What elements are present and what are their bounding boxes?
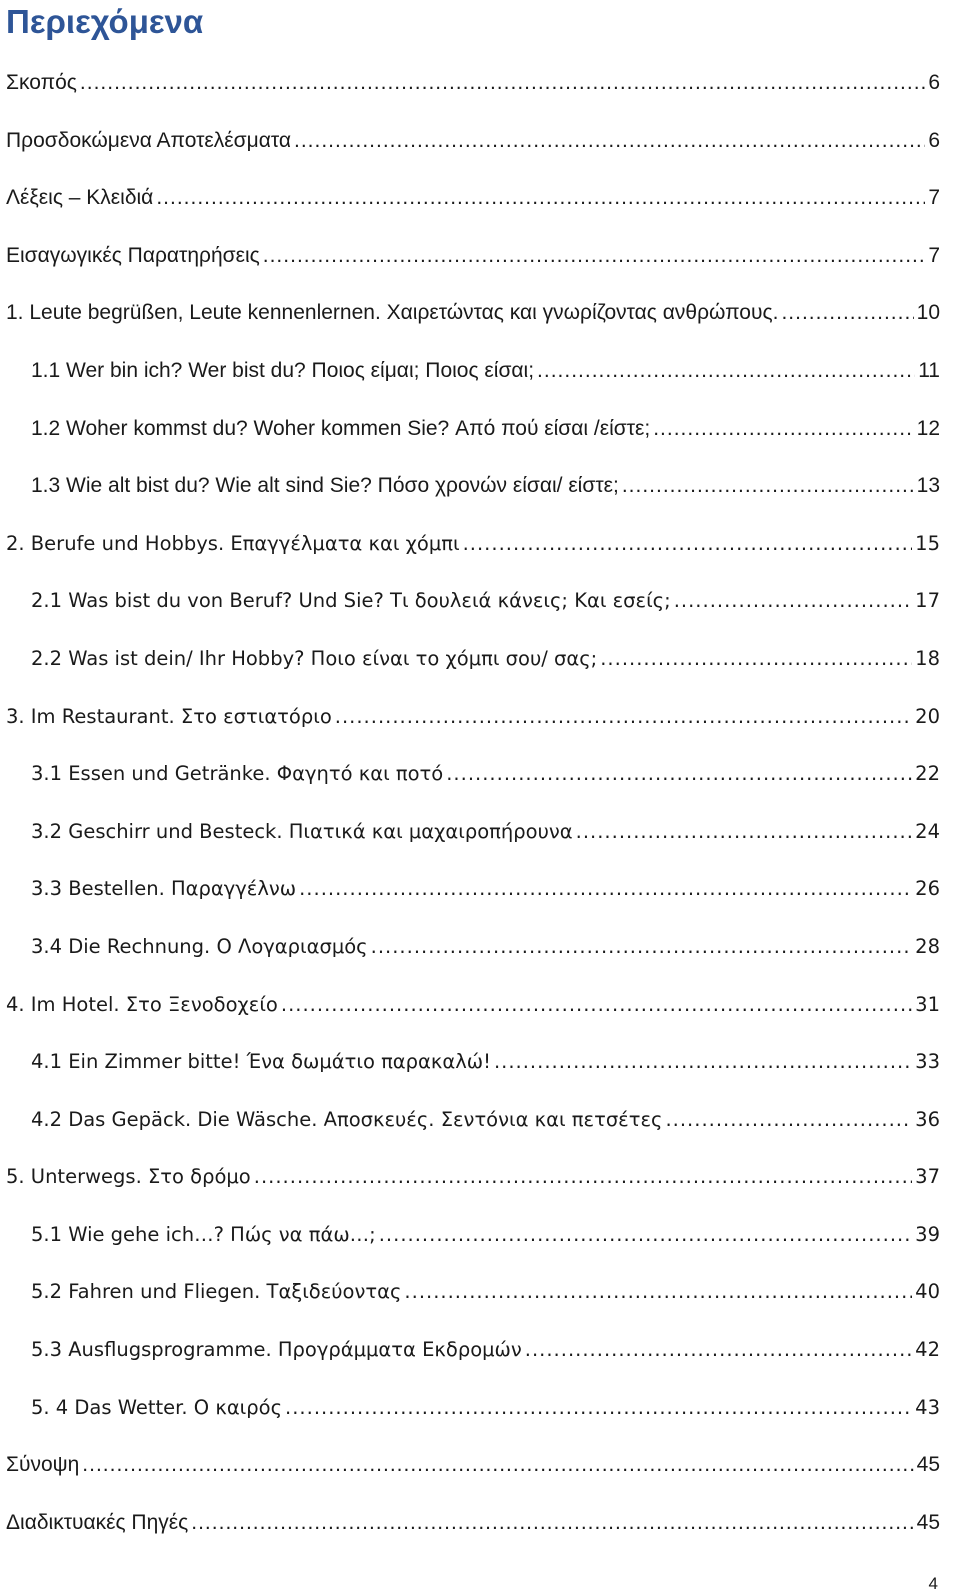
toc-entry-label: 2.2 Was ist dein/ Ihr Hobby? Ποιο είναι το χόμπι σου/ σας;: [31, 646, 598, 670]
toc-entry-label: 4.2 Das Gepäck. Die Wäsche. Αποσκευές. Σεντόνια και πετσέτες: [31, 1107, 663, 1131]
toc-entry-page: 37: [915, 1165, 940, 1189]
toc-entry[interactable]: [0, 1272, 960, 1330]
toc-entry[interactable]: [0, 63, 960, 121]
dot-leader: [537, 351, 915, 391]
table-of-contents: [0, 63, 960, 1560]
toc-entry[interactable]: [0, 985, 960, 1043]
toc-entry[interactable]: [0, 1330, 960, 1388]
toc-entry-page: 31: [915, 992, 940, 1016]
dot-leader: [446, 754, 912, 794]
toc-entry[interactable]: [0, 754, 960, 812]
toc-entry-page: 17: [915, 589, 940, 613]
dot-leader: [379, 1215, 912, 1255]
toc-entry[interactable]: [0, 409, 960, 467]
dot-leader: [525, 1330, 912, 1370]
dot-leader: [371, 927, 913, 967]
dot-leader: [600, 639, 912, 679]
toc-entry-label: Σύνοψη: [6, 1453, 80, 1477]
toc-entry-label: 5.2 Fahren und Fliegen. Ταξιδεύοντας: [31, 1280, 402, 1304]
toc-entry-page: 24: [915, 819, 940, 843]
toc-entry-page: 28: [915, 934, 940, 958]
toc-entry-label: Διαδικτυακές Πηγές: [6, 1510, 189, 1534]
dot-leader: [285, 1388, 912, 1428]
dot-leader: [191, 1503, 913, 1543]
toc-entry-page: 42: [915, 1338, 940, 1362]
toc-entry-label: Προσδοκώμενα Αποτελέσματα: [6, 128, 291, 152]
toc-entry[interactable]: [0, 121, 960, 179]
toc-entry-page: 7: [928, 186, 940, 210]
toc-entry-page: 10: [916, 301, 940, 325]
toc-entry-page: 20: [915, 704, 940, 728]
dot-leader: [80, 63, 925, 103]
toc-entry[interactable]: [0, 178, 960, 236]
toc-entry-label: 2. Berufe und Hobbys. Επαγγέλματα και χόμπι: [6, 531, 460, 555]
toc-entry-label: Εισαγωγικές Παρατηρήσεις: [6, 243, 260, 267]
toc-entry[interactable]: [0, 1215, 960, 1273]
toc-entry[interactable]: [0, 639, 960, 697]
toc-entry-label: 3.2 Geschirr und Besteck. Πιατικά και μαχαιροπήρουνα: [31, 819, 573, 843]
dot-leader: [156, 178, 925, 218]
toc-entry-label: 1. Leute begrüßen, Leute kennenlernen. Χαιρετώντας και γνωρίζοντας ανθρώπους.: [6, 301, 779, 325]
dot-leader: [254, 1157, 912, 1197]
toc-entry-page: 7: [928, 243, 940, 267]
toc-entry-page: 15: [915, 531, 940, 555]
dot-leader: [665, 1100, 912, 1140]
toc-entry-label: 3.3 Bestellen. Παραγγέλνω: [31, 877, 297, 901]
toc-entry-page: 18: [915, 646, 940, 670]
toc-entry[interactable]: [0, 466, 960, 524]
toc-entry-page: 36: [915, 1107, 940, 1131]
toc-entry-label: 4. Im Hotel. Στο Ξενοδοχείο: [6, 992, 278, 1016]
toc-entry-label: 3. Im Restaurant. Στο εστιατόριο: [6, 704, 332, 728]
toc-entry-label: Λέξεις – Κλειδιά: [6, 186, 154, 210]
toc-entry-page: 45: [916, 1453, 940, 1477]
dot-leader: [576, 812, 913, 852]
toc-entry[interactable]: [0, 524, 960, 582]
toc-entry[interactable]: [0, 1445, 960, 1503]
dot-leader: [263, 236, 926, 276]
toc-entry-label: 3.1 Essen und Getränke. Φαγητό και ποτό: [31, 762, 444, 786]
toc-entry-page: 22: [915, 762, 940, 786]
toc-entry[interactable]: [0, 293, 960, 351]
toc-entry-page: 45: [916, 1510, 940, 1534]
toc-entry[interactable]: [0, 927, 960, 985]
toc-entry[interactable]: [0, 1100, 960, 1158]
toc-entry-page: 40: [915, 1280, 940, 1304]
dot-leader: [494, 1042, 912, 1082]
toc-entry-page: 6: [928, 128, 940, 152]
dot-leader: [294, 121, 925, 161]
toc-entry[interactable]: [0, 236, 960, 294]
dot-leader: [622, 466, 914, 506]
toc-entry-label: 4.1 Ein Zimmer bitte! Ένα δωμάτιο παρακαλώ!: [31, 1050, 491, 1074]
dot-leader: [82, 1445, 913, 1485]
page-title: Περιεχόμενα: [6, 3, 204, 40]
toc-entry[interactable]: [0, 697, 960, 755]
dot-leader: [781, 293, 913, 333]
toc-entry-page: 11: [918, 358, 940, 382]
toc-entry-label: 1.1 Wer bin ich? Wer bist du? Ποιος είμαι; Ποιος είσαι;: [31, 358, 535, 382]
toc-entry[interactable]: [0, 812, 960, 870]
toc-entry-page: 12: [916, 416, 940, 440]
toc-entry-label: 2.1 Was bist du von Beruf? Und Sie? Τι δουλειά κάνεις; Και εσείς;: [31, 589, 671, 613]
dot-leader: [281, 985, 912, 1025]
toc-entry-label: 5. 4 Das Wetter. Ο καιρός: [31, 1395, 283, 1419]
toc-entry-label: 1.2 Woher kommst du? Woher kommen Sie? Από πού είσαι /είστε;: [31, 416, 651, 440]
toc-entry-label: 5.1 Wie gehe ich…? Πώς να πάω…;: [31, 1222, 376, 1246]
toc-entry-page: 43: [915, 1395, 940, 1419]
toc-entry[interactable]: [0, 1388, 960, 1446]
toc-entry[interactable]: [0, 581, 960, 639]
page-number: 4: [928, 1574, 938, 1593]
dot-leader: [299, 869, 912, 909]
toc-entry-page: 39: [915, 1222, 940, 1246]
toc-entry-page: 26: [915, 877, 940, 901]
dot-leader: [653, 409, 913, 449]
dot-leader: [335, 697, 912, 737]
toc-entry-page: 33: [915, 1050, 940, 1074]
dot-leader: [463, 524, 913, 564]
toc-entry[interactable]: [0, 1042, 960, 1100]
toc-entry[interactable]: [0, 869, 960, 927]
toc-entry-label: 3.4 Die Rechnung. Ο Λογαριασμός: [31, 934, 368, 958]
dot-leader: [674, 581, 912, 621]
toc-entry-page: 13: [916, 474, 940, 498]
toc-entry-label: Σκοπός: [6, 71, 77, 94]
toc-entry[interactable]: [0, 1503, 960, 1561]
dot-leader: [404, 1272, 912, 1312]
toc-entry-page: 6: [928, 71, 940, 94]
toc-entry-label: 1.3 Wie alt bist du? Wie alt sind Sie? Πόσο χρονών είσαι/ είστε;: [31, 474, 619, 498]
toc-entry-label: 5. Unterwegs. Στο δρόμο: [6, 1165, 251, 1189]
toc-entry[interactable]: [0, 351, 960, 409]
toc-entry[interactable]: [0, 1157, 960, 1215]
toc-entry-label: 5.3 Ausflugsprogramme. Προγράμματα Εκδρομών: [31, 1338, 522, 1362]
